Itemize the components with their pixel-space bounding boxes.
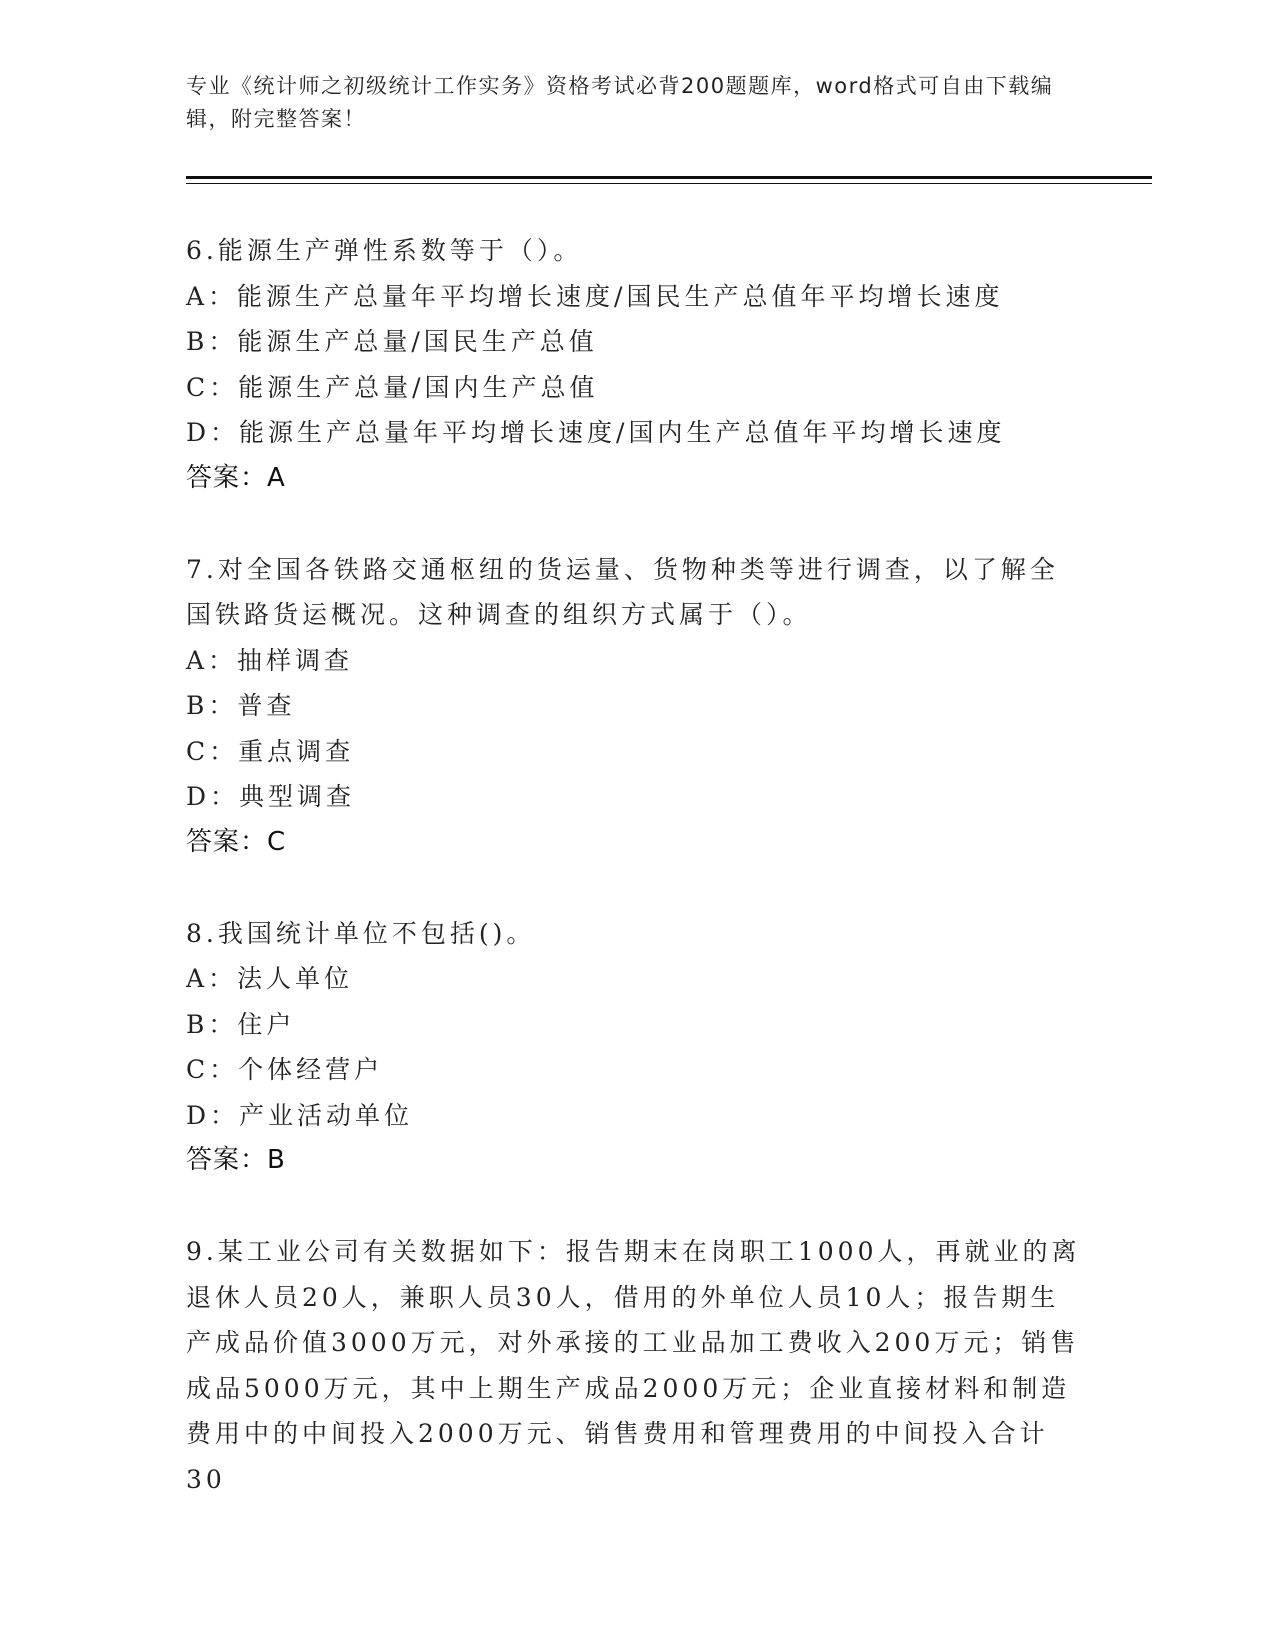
option-b: B：住户 — [186, 1009, 296, 1039]
question-8 — [186, 911, 1086, 1184]
option-a: A：抽样调查 — [186, 645, 354, 675]
question-text: 8.我国统计单位不包括()。 — [186, 918, 536, 948]
header-rule-thick — [186, 176, 1152, 179]
answer: 答案：B — [186, 1145, 286, 1175]
document-header: 专业《统计师之初级统计工作实务》资格考试必背200题题库，word格式可自由下载编辑，附完整答案！ — [186, 74, 1054, 131]
question-list — [186, 228, 1086, 1548]
option-c: C：能源生产总量/国内生产总值 — [186, 372, 599, 402]
answer: 答案：A — [186, 462, 286, 493]
option-c: C：个体经营户 — [186, 1055, 384, 1084]
question-7 — [186, 547, 1086, 865]
option-d: D：典型调查 — [186, 782, 356, 811]
answer: 答案：C — [186, 826, 287, 857]
option-d: D：能源生产总量年平均增长速度/国内生产总值年平均增长速度 — [186, 418, 1006, 447]
question-9 — [186, 1229, 1086, 1502]
option-a: A：法人单位 — [186, 964, 354, 993]
question-text: 6.能源生产弹性系数等于（）。 — [186, 236, 583, 265]
option-c: C：重点调查 — [186, 736, 355, 766]
option-b: B：能源生产总量/国民生产总值 — [186, 327, 598, 356]
question-text: 7.对全国各铁路交通枢纽的货运量、货物种类等进行调查，以了解全国铁路货运概况。这种调查的组织方式属于（）。 — [186, 554, 1059, 629]
question-6 — [186, 228, 1086, 501]
question-text: 9.某工业公司有关数据如下：报告期末在岗职工1000人，再就业的离退休人员20人，兼职人员30人，借用的外单位人员10人；报告期生产成品价值3000万元，对外承接的工业品加工费收入200万元；销售成品5000万元，其中上期生产成品2000万元；企业直接材料和制造费用中的中间投入2000万元、销售费用和管理费用的中间投入合计30 — [186, 1237, 1081, 1494]
option-a: A：能源生产总量年平均增长速度/国民生产总值年平均增长速度 — [186, 281, 1004, 311]
header-rule-thin — [186, 183, 1152, 184]
option-d: D：产业活动单位 — [186, 1100, 414, 1130]
option-b: B：普查 — [186, 691, 296, 720]
